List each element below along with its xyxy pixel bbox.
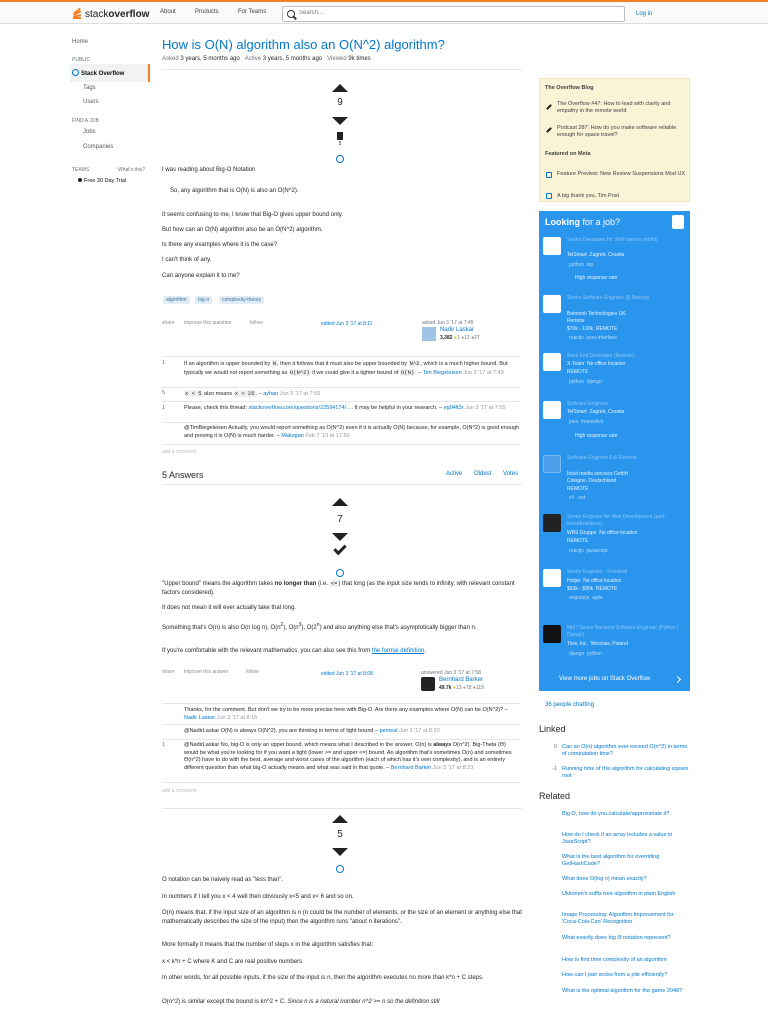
comment-divider	[162, 724, 520, 725]
linked-question[interactable]: Can an O(n) algorithm ever exceed O(n^2) in terms of computation time?	[562, 744, 688, 757]
nav-companies[interactable]: Companies	[83, 144, 114, 150]
company-logo	[543, 514, 561, 532]
upvote-icon[interactable]	[332, 84, 348, 92]
comment-score: 1	[162, 360, 166, 366]
add-comment-link[interactable]: add a comment	[162, 788, 197, 794]
user-reputation: 3,382 ●1 ●12 ●27	[440, 335, 480, 341]
comment: @TimBiegeleisen Actually, you would report something as O(N^2) even if it is actually O(N) because, for example, O(N^2) is good enough and proving it is O(N) is much harder. – Makogan Feb 7 '19 at 17:50	[184, 425, 520, 439]
meta-item[interactable]: A big thank you, Tim Post	[557, 193, 620, 199]
company-logo	[543, 295, 561, 313]
related-question[interactable]: Ukkonen's suffix tree algorithm in plain English	[562, 891, 676, 897]
chat-link[interactable]: 36 people chatting	[545, 702, 595, 708]
answer-paragraph: x < k*n + C where K and C are real positive numbers	[162, 959, 303, 965]
meta-title: Featured on Meta	[545, 151, 591, 157]
add-comment-link[interactable]: add a comment	[162, 449, 197, 455]
edited-link[interactable]: edited Jun 3 '17 at 8:08	[321, 671, 373, 677]
job-listing[interactable]: Senior Software Engineer @ Betcorp Betmonk Technologies UK Remote $70k - 100k REMOTE reactjs user-interface	[543, 295, 686, 345]
comment: @NadirLaskar No, big-O is only an upper bound, which means what I described in the answer. O(n) is always O(n^2). Big-Theta (Θ) would be what you're looking for if you want a tight (lower >= and upper <=) bound. An algorithm that's sometimes O(n) and sometimes Θ(n^2) have to do with the best, average and worst cases of the algorithm (each of which has it's own complexity), and is an entirely different question than what big-O actually means and what was said in that quote. – Bernhard Barker Jun 3 '17 at 8:23	[184, 742, 512, 771]
question-paragraph: I was reading about Big-O Notation	[162, 167, 256, 173]
free-trial-link[interactable]: Free 30 Day Trial	[78, 178, 126, 184]
comment-score: 5	[162, 390, 166, 396]
share-link[interactable]: share	[162, 669, 175, 675]
meta-icon	[546, 172, 552, 178]
linked-score: -1	[552, 766, 557, 772]
question-paragraph: It seems confusing to me, I know that Big-O gives upper bound only.	[162, 212, 343, 218]
jobs-title: Looking for a job?	[545, 217, 621, 227]
follow-link[interactable]: follow	[250, 320, 263, 326]
search-icon	[287, 10, 295, 18]
nav-products[interactable]: Products	[195, 9, 219, 15]
company-logo	[543, 455, 561, 473]
blog-panel	[539, 78, 690, 202]
title-divider	[162, 69, 522, 70]
comment-divider	[162, 422, 520, 423]
chevron-right-icon	[674, 676, 681, 683]
question-meta: Asked 3 years, 5 months ago Active 3 years, 5 months ago Viewed 9k times	[162, 56, 371, 62]
globe-icon	[72, 69, 79, 76]
job-listing[interactable]: Senior Developer for VoIP service (m/f/d) TelSmart Zagreb, Croatia python sip High response rate	[543, 237, 686, 285]
comment-user-link[interactable]: Nadir Laskar	[184, 714, 216, 721]
company-logo	[543, 353, 561, 371]
blog-item[interactable]: Podcast 287: How do you make software reliable enough for space travel?	[557, 125, 677, 138]
comment-user-link[interactable]: ayhan	[263, 391, 279, 397]
related-title: Related	[539, 791, 571, 801]
comment: Please, check this thread: stackoverflow.com/questions/22594174/…. It may be helpful in your research. – eg04lt3r Jun 3 '17 at 7:55	[184, 405, 506, 411]
comment-user-link[interactable]: eg04lt3r	[443, 405, 464, 411]
related-question[interactable]: Image Processing: Algorithm Improvement for 'Coca-Cola Can' Recognition	[562, 912, 674, 925]
comment-user-link[interactable]: Tim Biegeleisen	[422, 369, 462, 376]
edited-link[interactable]: edited Jun 3 '17 at 8:11	[321, 321, 373, 327]
related-question[interactable]: What does O(log n) mean exactly?	[562, 876, 647, 882]
answer-score: 5	[337, 829, 343, 840]
comment: Thanks, for the comment. But don't we try to be more precise here with Big-O. Are there any examples where O(N) can be O(N^2)? – Nadir Laskar Jun 3 '17 at 8:15	[184, 707, 508, 721]
related-question[interactable]: How do I check if an array includes a value in JavaScript?	[562, 832, 673, 845]
view-more-jobs-link[interactable]: View more jobs on Stack Overflow	[539, 670, 690, 690]
answer-divider	[162, 808, 522, 809]
job-listing[interactable]: Senior Engineer for Web Development (part-time&freelance) WBS Gruppe No office location REMOTE reactjs javascript	[543, 514, 686, 564]
upvote-icon[interactable]	[332, 815, 348, 823]
history-icon[interactable]	[336, 865, 344, 873]
linked-question[interactable]: Running time of this algorithm for calculating square root	[562, 766, 689, 779]
answers-count: 5 Answers	[162, 470, 204, 480]
blog-title: The Overflow Blog	[545, 85, 594, 91]
nav-tags[interactable]: Tags	[83, 85, 96, 91]
top-bar	[0, 0, 768, 24]
meta-item[interactable]: Feature Preview: New Review Suspensions Mod UX	[557, 171, 686, 177]
answerer-card	[421, 670, 517, 698]
follow-link[interactable]: follow	[246, 669, 259, 675]
search-input[interactable]	[299, 10, 599, 16]
question-quote: So, any algorithm that is O(N) is also an O(N^2).	[170, 188, 299, 194]
comment-divider	[162, 401, 520, 402]
blog-item[interactable]: The Overflow #47: How to lead with clarity and empathy in the remote world	[557, 101, 671, 114]
comment-user-link[interactable]: Makogan	[281, 432, 304, 439]
logo-text: stackoverflow	[85, 8, 150, 20]
nav-teams-header: TEAMS	[72, 167, 90, 173]
related-question[interactable]: How to find time complexity of an algorithm	[562, 957, 667, 963]
answers-divider	[162, 484, 522, 485]
answer-paragraph: Something that's O(n) is also O(n log n), $O(n^2)$, $O(n^3)$, O(2$^n$) and also anything else that's asymptotically bigger than n.	[162, 622, 477, 631]
job-listing[interactable]: Mid / Senior Backend Software Engineer (Python / Django) Tivix, Inc. Wroclaw, Poland django python	[543, 625, 686, 669]
asked-date: asked Jun 3 '17 at 7:45	[422, 320, 474, 326]
comment-divider	[162, 444, 520, 445]
company-logo	[543, 625, 561, 643]
improve-answer-link[interactable]: improve this answer	[184, 669, 229, 675]
answer-paragraph: O(n^2) is similar except the bound is kn^2 + C. Since n is a natural number n^2 >= n so the definition still	[162, 999, 440, 1005]
bookmark-count: 5	[338, 141, 342, 147]
comment-divider	[162, 782, 520, 783]
downvote-icon[interactable]	[332, 533, 348, 541]
stack-logo-icon	[72, 8, 82, 20]
answer-paragraph: More formally it means that the number of steps x in the algorithm satisfies that:	[162, 942, 374, 948]
asker-card	[422, 320, 518, 348]
formal-definition-link[interactable]: the formal definition	[371, 648, 425, 654]
tab-oldest[interactable]: Oldest	[474, 471, 492, 477]
job-listing[interactable]: Senior Engineer - Frontend Hotjar No office location $53k - $80k REMOTE angularjs agile	[543, 569, 686, 619]
tag-complexity-theory[interactable]: complexity-theory	[219, 296, 264, 304]
comment-divider	[162, 739, 520, 740]
downvote-icon[interactable]	[332, 848, 348, 856]
related-question[interactable]: What is the optimal algorithm for the game 2048?	[562, 988, 683, 994]
jobs-widget	[539, 211, 690, 691]
tag-algorithm[interactable]: algorithm	[163, 296, 190, 304]
user-link[interactable]: Nadir Laskar	[440, 327, 475, 333]
answer-paragraph: It does not mean it will ever actually take that long.	[162, 605, 297, 611]
comment: x < 5 also means x < 25. – ayhan Jun 3 '17 at 7:50	[185, 390, 321, 397]
related-question[interactable]: What exactly does big Θ notation represent?	[562, 935, 671, 941]
whats-this-link[interactable]: What's this?	[118, 167, 146, 173]
jobs-logo-icon	[672, 215, 684, 229]
share-link[interactable]: share	[162, 320, 175, 326]
comment-user-link[interactable]: pemeal	[379, 728, 398, 734]
history-icon[interactable]	[336, 569, 344, 577]
comments-divider	[162, 703, 520, 704]
answer-paragraph: In numbers if I tell you x < 4 well then obviously x<5 and x< 6 and so on.	[162, 894, 354, 900]
comment-score: 1	[162, 405, 166, 411]
comments-divider	[162, 356, 520, 357]
question-title[interactable]: How is O(N) algorithm also an O(N^2) algorithm?	[162, 37, 445, 52]
related-question[interactable]: What is the best algorithm for overriding GetHashCode?	[562, 854, 660, 867]
nav-about[interactable]: About	[160, 9, 176, 15]
search-box[interactable]	[282, 6, 625, 22]
answered-date: answered Jun 3 '17 at 7:58	[421, 670, 481, 676]
answer-paragraph: "Upper bound" means the algorithm takes no longer than (i.e. <=) that long (as the input size tends to infinity, with relevant constant factors considered).	[162, 580, 515, 596]
accepted-check-icon	[333, 542, 346, 555]
company-logo	[543, 237, 561, 255]
upvote-icon[interactable]	[332, 498, 348, 506]
company-logo	[543, 569, 561, 587]
tab-active[interactable]: Active	[446, 471, 463, 477]
improve-question-link[interactable]: improve this question	[184, 320, 232, 326]
answer-paragraph: If you're comfortable with the relevant mathematics, you can also see this from the formal definition.	[162, 648, 426, 654]
job-listing[interactable]: Software Engineer TelSmart Zagreb, Croatia java freeswitch High response rate	[543, 401, 686, 449]
nav-users[interactable]: Users	[83, 99, 99, 105]
user-reputation: 49.7k ●13 ●78 ●119	[439, 685, 484, 691]
nav-find-job-header: FIND A JOB	[72, 118, 99, 124]
tab-votes[interactable]: Votes	[503, 471, 519, 477]
user-link[interactable]: Bernhard Barker	[439, 677, 484, 683]
question-paragraph: But how can an O(N) algorithm also be an O(N^2) algorithm.	[162, 227, 323, 233]
stackoverflow-logo[interactable]	[72, 7, 149, 21]
job-listing[interactable]: Back End Developer (Remote) X-Team No office location REMOTE python django	[543, 353, 686, 393]
question-paragraph: I can't think of any.	[162, 257, 212, 263]
related-question[interactable]: How can I pair socks from a pile efficiently?	[562, 972, 668, 978]
job-listing[interactable]: Software Engineer Full Remote Intuit media services GmbH Cologne, Deutschland REMOTE c# .net	[543, 455, 686, 507]
nav-for-teams[interactable]: For Teams	[238, 9, 267, 15]
avatar[interactable]	[422, 327, 436, 341]
comment-score: 1	[162, 742, 166, 748]
comment: @NadirLaskar O(N) is always O(N^2), you are thinking in terms of tight bound – pemeal Jun 3 '17 at 8:20	[184, 728, 440, 734]
question-score: 9	[337, 97, 343, 108]
avatar[interactable]	[421, 677, 435, 691]
meta-icon	[546, 193, 552, 199]
bookmark-icon[interactable]	[337, 132, 343, 140]
question-paragraph: Is there any examples where it is the case?	[162, 242, 278, 248]
answer-paragraph: O notation can be naively read as "less than".	[162, 877, 283, 883]
history-icon[interactable]	[336, 155, 344, 163]
nav-public-header: PUBLIC	[72, 57, 91, 63]
related-question[interactable]: Big O, how do you calculate/approximate it?	[562, 811, 670, 817]
comment-divider	[162, 387, 520, 388]
comment: If an algorithm is upper bounded by N, then it follows that it must also be upper bounded by N^2, which is a much higher bound. But typically we would not report something as O(N^2) if we could give it a tighter bound of O(N). – Tim Biegeleisen Jun 3 '17 at 7:49	[184, 360, 508, 376]
answer-paragraph: O(n) means that, if the input size of an algorithm is n (n could be the number of elements, or the size of an element or anything else that mathematically describes the size of the input) then the algorithm runs "about n iterations".	[162, 910, 522, 925]
linked-title: Linked	[539, 724, 566, 734]
answer-score: 7	[337, 514, 343, 525]
question-paragraph: Can anyone explain it to me?	[162, 273, 240, 279]
comment-user-link[interactable]: Bernhard Barker	[390, 764, 432, 771]
login-link[interactable]: Log in	[636, 11, 653, 17]
answer-paragraph: In other words, for all possible inputs, if the size of the input is n, then the algorithm executes no more than k*n + C steps.	[162, 975, 484, 981]
downvote-icon[interactable]	[332, 117, 348, 125]
linked-score: 6	[553, 744, 557, 750]
tag-big-o[interactable]: big-o	[195, 296, 212, 304]
nav-stack-overflow[interactable]: Stack Overflow	[72, 69, 124, 77]
company-logo	[543, 401, 561, 419]
nav-home[interactable]: Home	[72, 39, 89, 45]
nav-jobs[interactable]: Jobs	[83, 129, 96, 135]
thread-link[interactable]: stackoverflow.com/questions/22594174/…	[248, 405, 352, 411]
briefcase-icon	[78, 178, 82, 182]
